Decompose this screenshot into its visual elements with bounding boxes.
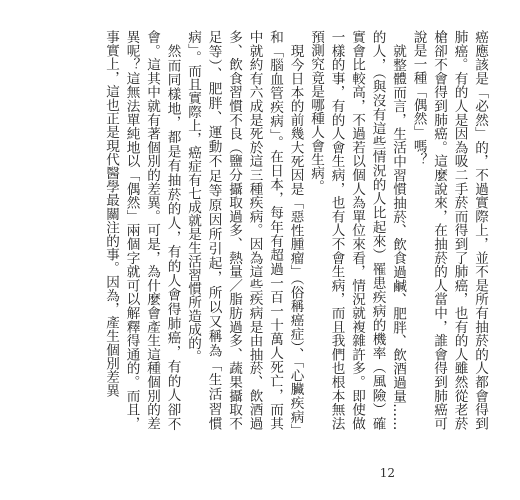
paragraph-2: 就整體而言，生活中習慣抽菸、飲食過鹹、肥胖、飲酒過量……的人，（與沒有這些情況的人比起來）罹患疾病的機率（風險）確實會比較高，不過若以個人為單位來看，情況就複雜許多。即使做一樣的事，有的人會生病，也有人不會生病，而且我們也根本無法預測究竟是哪種人會生病。: [308, 30, 406, 430]
vertical-text-body: [35, 30, 490, 430]
page-number: 12: [379, 466, 395, 480]
paragraph-4: 然而同樣地，都是有抽菸的人，有的人會得肺癌，有的人卻不會。這其中就有著個別的差異。可是，為什麼會產生這種個別的差異呢？這無法單純地以「偶然」兩個字就可以解釋得通的。而且，事實上，這也正是現代醫學最關注的事。因為，產生個別差異: [103, 30, 181, 430]
paragraph-1: 癌應該是「必然」的，不過實際上，並不是所有抽菸的人都會得到肺癌。有的人是因為吸二手菸而得到了肺癌，也有的人雖然從老菸槍卻不會得到肺癌。這麼說來，在抽菸的人當中，誰會得到肺癌可說是一種「偶然」嗎？: [410, 30, 488, 430]
paragraph-3: 現今日本的前幾大死因是「惡性腫瘤」（俗稱癌症）、「心臟疾病」和「腦血管疾病」。在日本，每年有超過一百一十萬人死亡，而其中就約有六成是死於這三種疾病。因為這些疾病是由抽菸、飲酒過多、飲食習慣不良（鹽分攝取過多、熱量／脂肪過多、蔬果攝取不足等）、肥胖、運動不足等原因所引起，所以又稱為「生活習慣病」。而且實際上，癌症有七成就是生活習慣所造成的。: [185, 30, 304, 430]
